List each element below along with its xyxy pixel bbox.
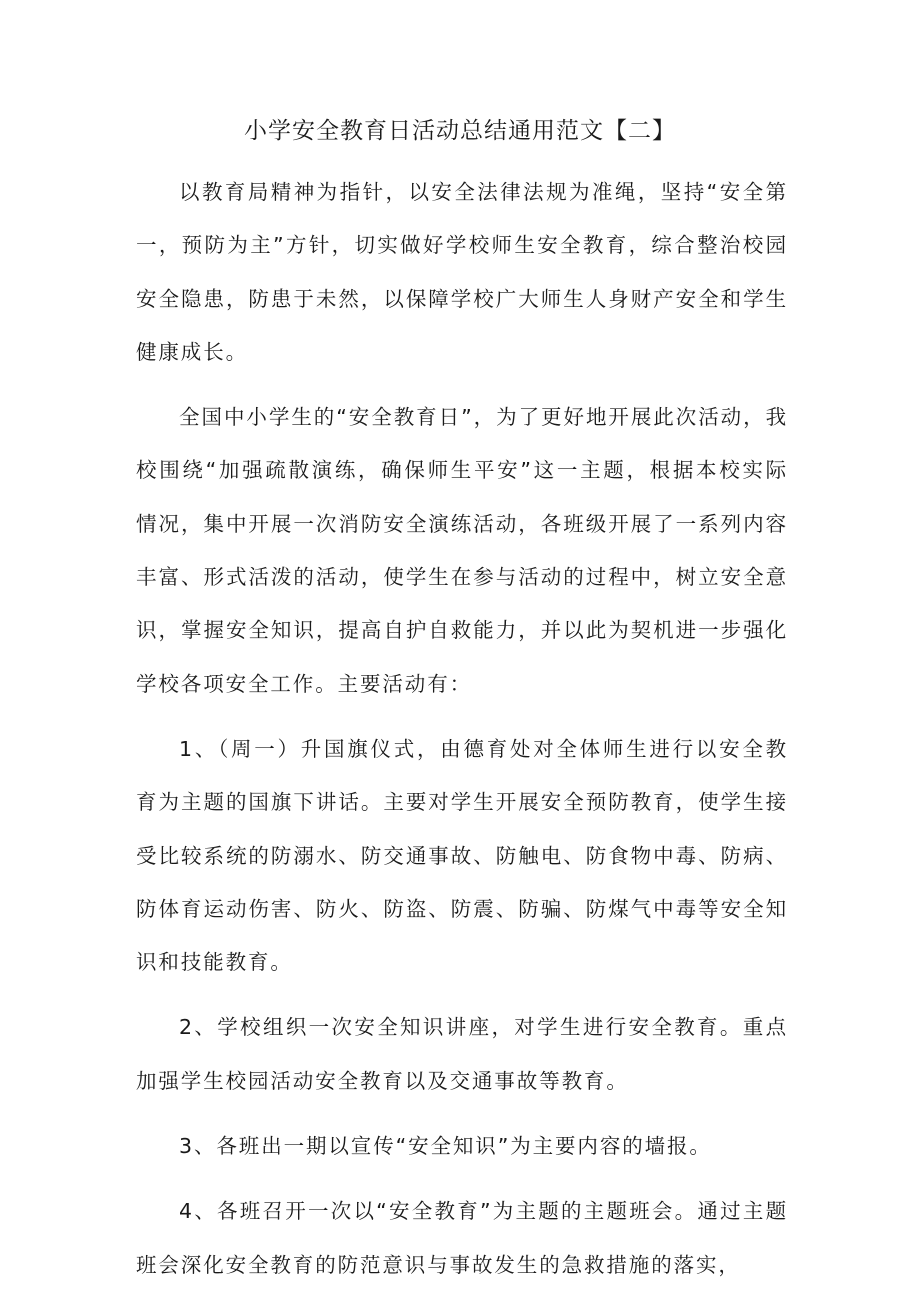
paragraph: 1、（周一）升国旗仪式，由德育处对全体师生进行以安全教育为主题的国旗下讲话。主要对学生开展安全预防教育，使学生接受比较系统的防溺水、防交通事故、防触电、防食物中毒、防病、防体育运动伤害、防火、防盗、防震、防骗、防煤气中毒等安全知识和技能教育。: [136, 736, 788, 975]
paragraph: 2、学校组织一次安全知识讲座，对学生进行安全教育。重点加强学生校园活动安全教育以及交通事故等教育。: [136, 1015, 788, 1093]
paragraph: 全国中小学生的“安全教育日”，为了更好地开展此次活动，我校围绕“加强疏散演练，确保师生平安”这一主题，根据本校实际情况，集中开展一次消防安全演练活动，各班级开展了一系列内容丰富、形式活泼的活动，使学生在参与活动的过程中，树立安全意识，掌握安全知识，提高自护自救能力，并以此为契机进一步强化学校各项安全工作。主要活动有：: [136, 405, 788, 696]
paragraph: 4、各班召开一次以“安全教育”为主题的主题班会。通过主题班会深化安全教育的防范意识与事故发生的急救措施的落实，: [136, 1199, 788, 1277]
document-body: [136, 166, 788, 1304]
paragraph: 3、各班出一期以宣传“安全知识”为主要内容的墙报。: [179, 1134, 712, 1159]
document-title: 小学安全教育日活动总结通用范文【二】: [244, 118, 676, 144]
paragraph: 以教育局精神为指针，以安全法律法规为准绳，坚持“安全第一，预防为主”方针，切实做好学校师生安全教育，综合整治校园安全隐患，防患于未然，以保障学校广大师生人身财产安全和学生健康成长。: [136, 180, 788, 364]
